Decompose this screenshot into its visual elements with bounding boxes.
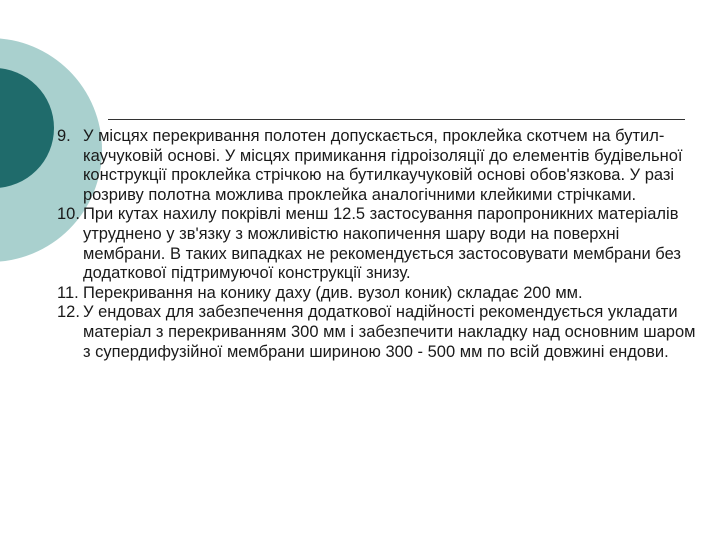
list-item-number: 12. <box>57 303 80 322</box>
slide-body <box>57 127 697 362</box>
list-item-text: У місцях перекривання полотен допускається, проклейка скотчем на бутил-каучуковій основі. У місцях примикання гідроізоляції до елементів будівельної конструкції проклейка стрічкою на бутилкаучуковій основі обов'язкова. У разі розриву полотна можлива проклейка аналогічними клейкими стрічками. <box>83 127 683 204</box>
list-item-text: При кутах нахилу покрівлі менш 12.5 застосування паропроникних матеріалів утруднено у зв'язку з можливістю накопичення шару води на поверхні мембрани. В таких випадках не рекомендується застосовувати мембрани без додаткової підтримуючої конструкції знизу. <box>83 205 681 283</box>
title-divider <box>108 119 685 120</box>
list-item <box>57 127 697 205</box>
list-item-number: 10. <box>57 205 80 224</box>
list-item <box>57 205 697 283</box>
list-item-number: 9. <box>57 127 71 145</box>
list-item <box>57 303 697 362</box>
list-item <box>57 284 697 304</box>
list-item-number: 11. <box>57 283 79 302</box>
list-item-text: У ендовах для забезпечення додаткової надійності рекомендується укладати матеріал з перекриванням 300 мм і забезпечити накладку над основним шаром з супердифузійної мембрани шириною 300 - 500 мм по всій довжині ендови. <box>83 303 696 361</box>
list-item-text: Перекривання на конику даху (див. вузол коник) складає 200 мм. <box>83 283 583 302</box>
